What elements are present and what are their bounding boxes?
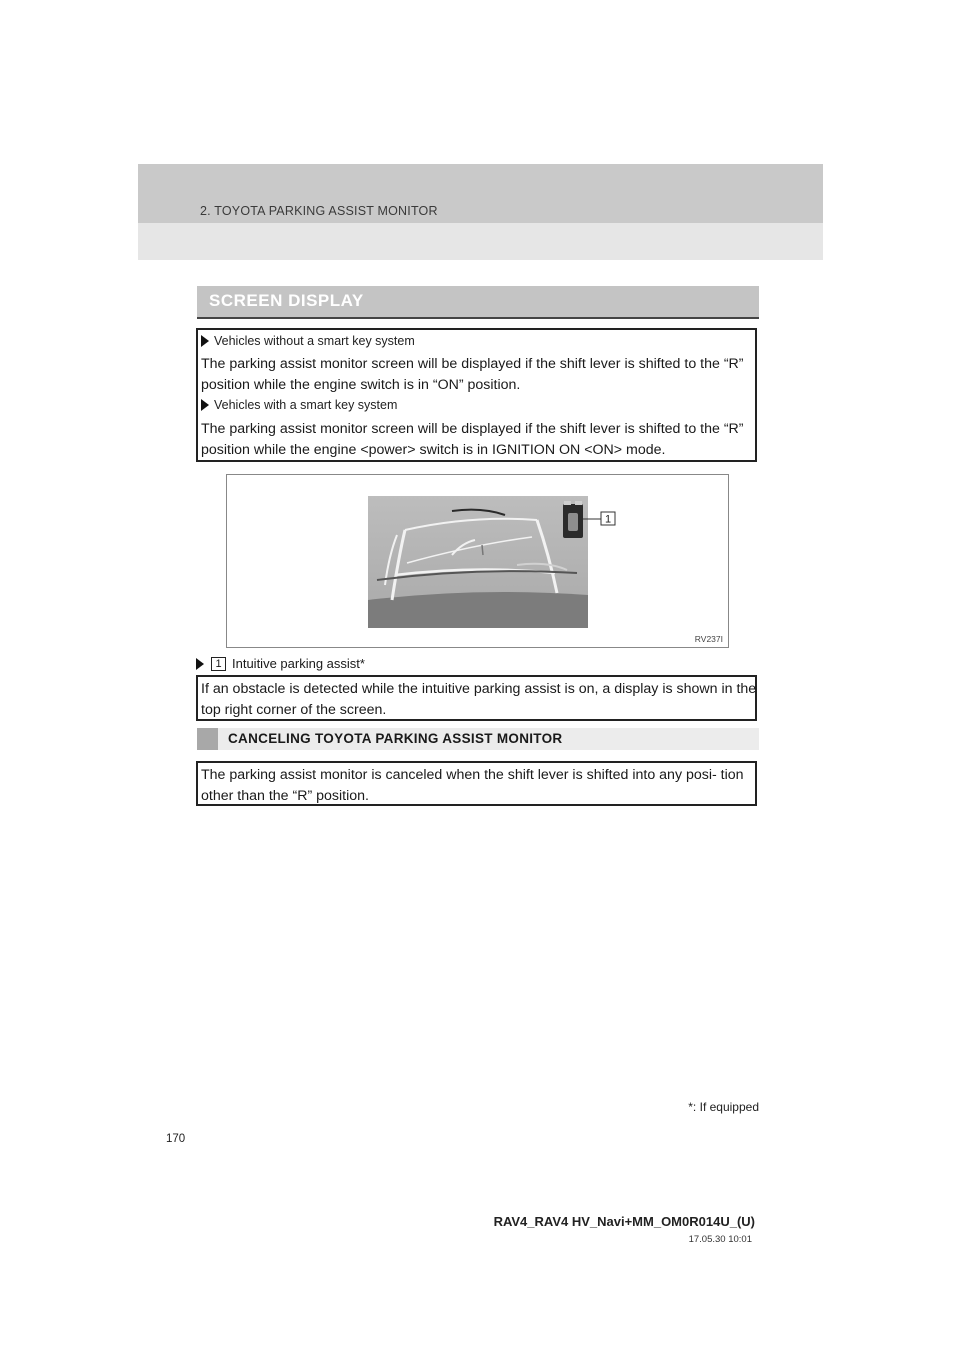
bullet-item-1-text: The parking assist monitor screen will be displayed if the shift lever is shifted to the “R” position while the engine switch is in “ON” position. — [201, 356, 744, 393]
header-band — [138, 164, 823, 260]
callout-row — [196, 656, 365, 671]
callout-label: Intuitive parking assist* — [232, 656, 365, 671]
bullet-item-2-text: The parking assist monitor screen will be displayed if the shift lever is shifted to the “R” position while the engine <power> switch is in IGNITION ON <ON> mode. — [201, 421, 744, 458]
triangle-bullet-icon — [201, 399, 209, 411]
section-heading — [197, 286, 759, 319]
footnote: *: If equipped — [688, 1100, 759, 1114]
parking-assist-screen-illustration — [227, 475, 730, 649]
intro-box — [196, 328, 757, 462]
triangle-bullet-icon — [196, 658, 204, 670]
subsection-heading — [197, 728, 759, 750]
subsection-marker — [197, 728, 218, 750]
triangle-bullet-icon — [201, 335, 209, 347]
monitor-screen-figure — [226, 474, 729, 648]
page-number: 170 — [166, 1133, 186, 1145]
figure-code: RV237I — [694, 634, 723, 644]
chapter-title: 2. TOYOTA PARKING ASSIST MONITOR — [200, 204, 438, 218]
callout-number-box: 1 — [211, 657, 226, 671]
figure-callout-number: 1 — [604, 513, 612, 526]
bullet-item-2-label: Vehicles with a smart key system — [214, 398, 398, 412]
bullet-item-1-label: Vehicles without a smart key system — [214, 334, 415, 348]
subsection-title: CANCELING TOYOTA PARKING ASSIST MONITOR — [228, 731, 563, 746]
obstacle-info-text: If an obstacle is detected while the intuitive parking assist is on, a display is shown in the top right corner of the screen. — [201, 681, 757, 718]
obstacle-info-box — [196, 675, 757, 721]
cancel-info-text: The parking assist monitor is canceled when the shift lever is shifted into any posi- tion other than the “R” position. — [201, 767, 744, 804]
section-title: SCREEN DISPLAY — [209, 291, 364, 310]
document-id: RAV4_RAV4 HV_Navi+MM_OM0R014U_(U) — [493, 1214, 755, 1229]
cancel-info-box — [196, 761, 757, 806]
bullet-item-2 — [201, 398, 397, 412]
document-date: 17.05.30 10:01 — [688, 1234, 752, 1245]
bullet-item-1 — [201, 334, 415, 348]
